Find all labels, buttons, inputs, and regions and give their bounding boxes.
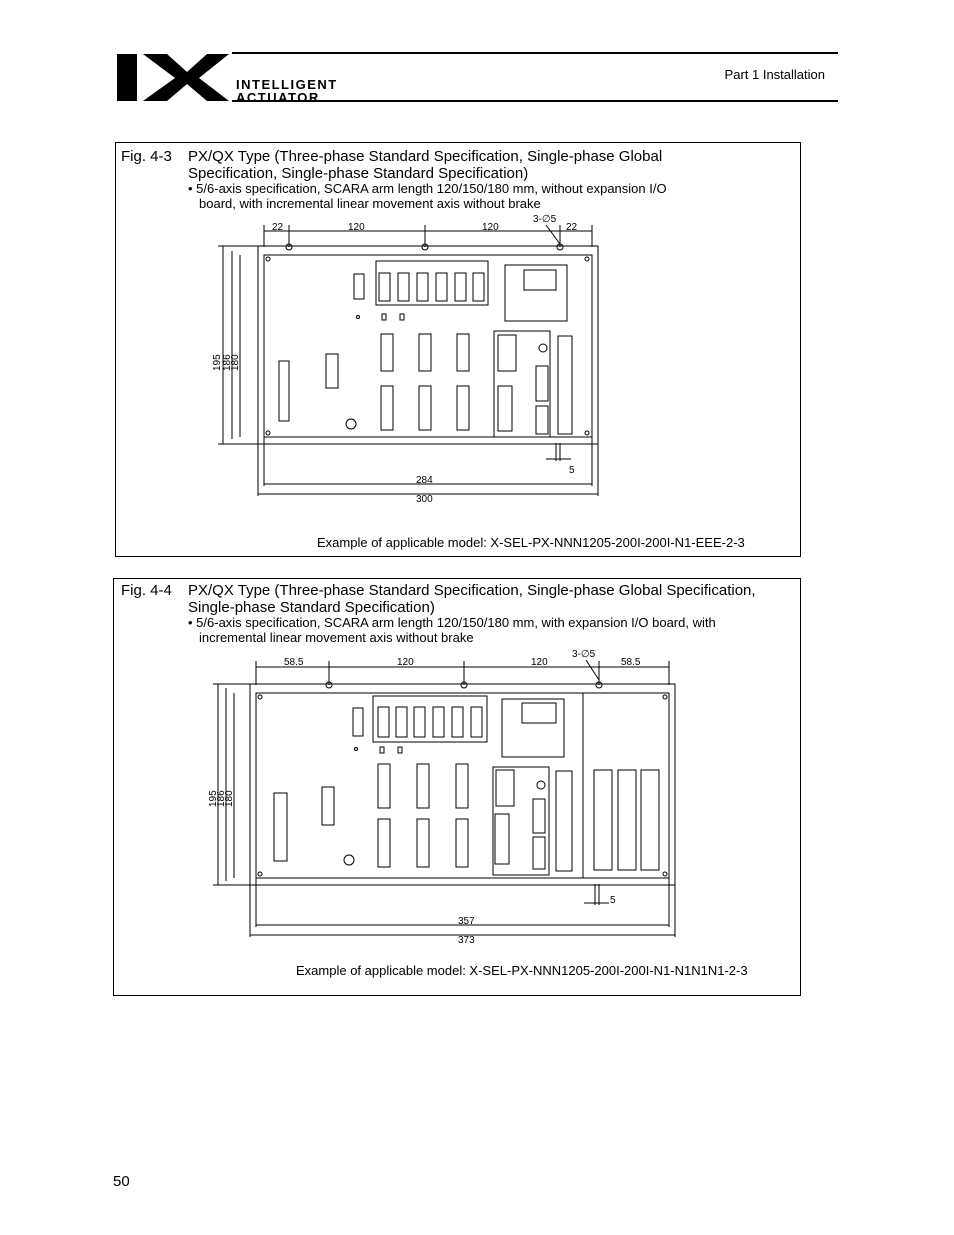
motor-connector [457,386,469,430]
figure-number: Fig. 4-3 [121,148,172,165]
screw [585,257,589,261]
connector [417,273,428,301]
figure-4-4-drawing [206,647,786,947]
connector-group [373,696,487,742]
connector [322,787,334,825]
motor-connector [378,819,390,867]
io-connector [558,336,572,434]
motor-connector [457,334,469,371]
connector [452,707,463,737]
figure-bullet-line2: incremental linear movement axis without brake [199,630,474,645]
connector [471,707,482,737]
motor-connector [456,819,468,867]
motor-connector [419,386,431,430]
battery [539,344,547,352]
connector [353,708,363,736]
dim-h2-label: 186 [222,354,233,371]
figure-number: Fig. 4-4 [121,582,172,599]
dim-top-mid1: 120 [348,222,365,233]
screw [258,872,262,876]
d-sub [533,799,545,833]
screw [266,431,270,435]
expansion-connector [618,770,636,870]
screw [266,257,270,261]
connector [326,354,338,388]
dim-small-label: 5 [610,895,616,906]
dim-outer-width-label: 300 [416,494,433,505]
dim-holes: 3-∅5 [533,214,557,225]
leader-line [546,225,560,244]
dim-small-label: 5 [569,465,575,476]
battery [537,781,545,789]
logo-i-bar [117,54,137,101]
led [357,316,360,319]
d-sub [533,837,545,869]
switch [400,314,404,320]
figure-4-3-box [115,142,801,557]
io-connector [556,771,572,871]
dim-inner-width-label: 284 [416,475,433,486]
screw [258,695,262,699]
section-title: Part 1 Installation [724,67,825,82]
logo-x-shape [143,54,229,101]
motor-connector [378,764,390,808]
dim-h3-label: 180 [230,354,241,371]
d-sub [498,386,512,431]
figure-4-4-box [113,578,801,996]
connector [378,707,389,737]
dim-top-left: 58.5 [284,657,304,668]
logo-brand-line2: ACTUATOR [236,90,320,104]
dim-top-mid2: 120 [482,222,499,233]
d-sub [536,366,548,401]
dip-switch [498,335,516,371]
io-area [493,767,549,875]
dim-h1-label: 195 [208,790,219,807]
figure-bullet-line1: • 5/6-axis specification, SCARA arm length 120/150/180 mm, with expansion I/O board, with [188,615,716,630]
power-block [502,699,564,757]
terminal [522,703,556,723]
connector [379,273,390,301]
power-block [505,265,567,321]
figure-4-3-drawing [206,211,706,511]
dim-h3-label: 180 [224,790,235,807]
knob [346,419,356,429]
page-number: 50 [113,1173,130,1190]
dim-top-mid2: 120 [531,657,548,668]
connector [436,273,447,301]
motor-connector [381,386,393,430]
dim-h1-label: 195 [212,354,223,371]
connector [396,707,407,737]
dim-top-left: 22 [272,222,284,233]
switch [380,747,384,753]
screw [663,872,667,876]
led [355,748,358,751]
connector [473,273,484,301]
dip-switch [496,770,514,806]
figure-title-line1: PX/QX Type (Three-phase Standard Specification, Single-phase Global Specification, [188,582,756,599]
long-connector [274,793,287,861]
figure-title-line1: PX/QX Type (Three-phase Standard Specification, Single-phase Global [188,148,663,165]
connector [455,273,466,301]
screw [663,695,667,699]
motor-connector [417,764,429,808]
figure-title-line2: Specification, Single-phase Standard Specification) [188,165,529,182]
connector [433,707,444,737]
d-sub [536,406,548,434]
knob [344,855,354,865]
expansion-connector [641,770,659,870]
dim-top-right: 22 [566,222,578,233]
connector-group [376,261,488,305]
dim-outer-width-label: 373 [458,935,475,946]
figure-model: Example of applicable model: X-SEL-PX-NNN1205-200I-200I-N1-EEE-2-3 [317,535,745,550]
figure-bullet-line2: board, with incremental linear movement axis without brake [199,196,541,211]
long-connector [279,361,289,421]
switch [382,314,386,320]
motor-connector [456,764,468,808]
dim-h2-label: 186 [216,790,227,807]
dim-top-right: 58.5 [621,657,641,668]
d-sub [495,814,509,864]
dim-holes: 3-∅5 [572,649,596,660]
figure-bullet-line1: • 5/6-axis specification, SCARA arm length 120/150/180 mm, without expansion I/O [188,181,667,196]
screw [585,431,589,435]
ix-logo [115,52,405,104]
terminal [524,270,556,290]
connector [414,707,425,737]
leader-line [586,660,599,680]
figure-title-line2: Single-phase Standard Specification) [188,599,435,616]
connector [398,273,409,301]
dim-inner-width-label: 357 [458,916,475,927]
logo-brand-line1: INTELLIGENT [236,77,338,92]
switch [398,747,402,753]
expansion-connector [594,770,612,870]
connector [354,274,364,299]
motor-connector [419,334,431,371]
dim-top-mid1: 120 [397,657,414,668]
io-area [494,331,550,437]
motor-connector [417,819,429,867]
motor-connector [381,334,393,371]
figure-model: Example of applicable model: X-SEL-PX-NNN1205-200I-200I-N1-N1N1N1-2-3 [296,963,748,978]
